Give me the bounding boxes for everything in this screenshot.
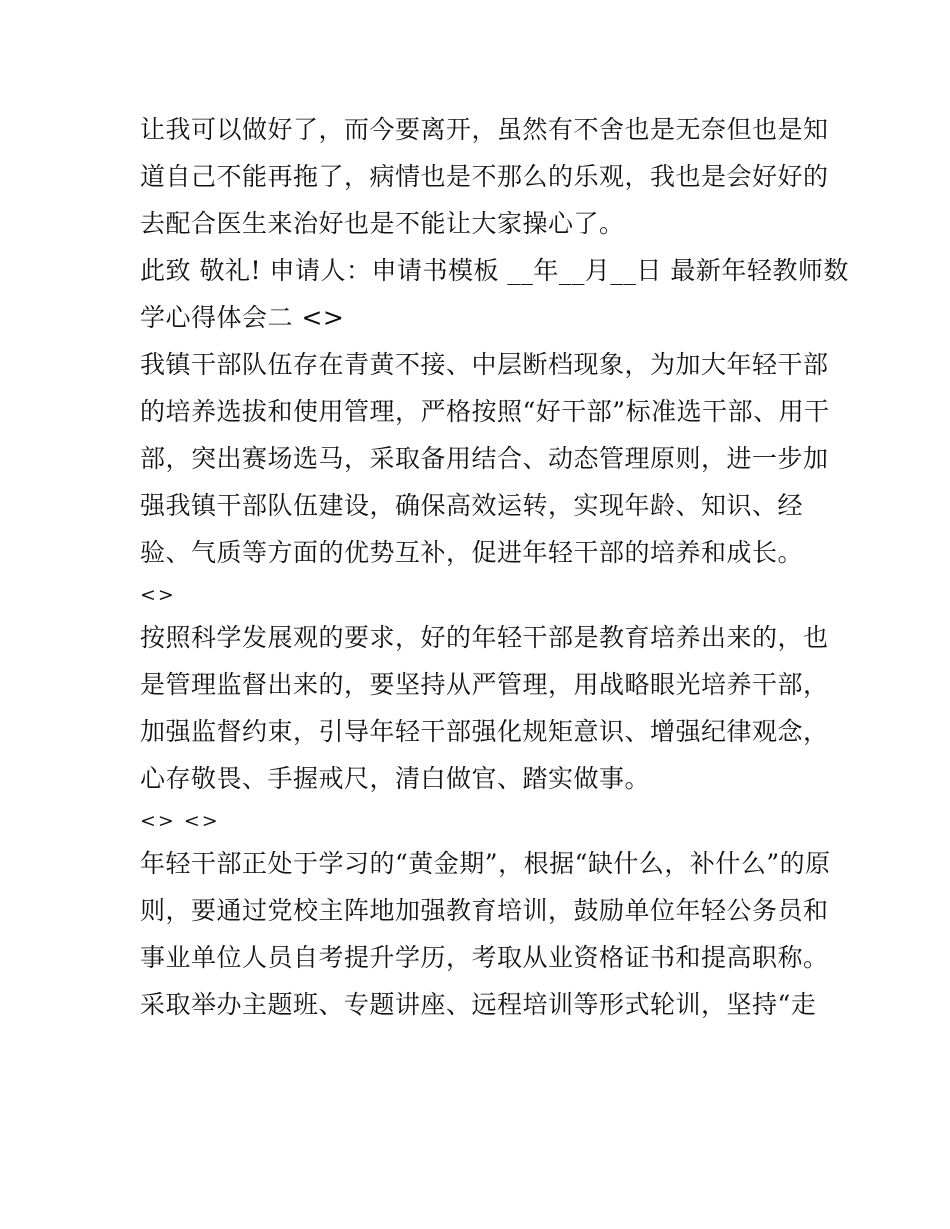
text-line: 的培养选拔和使用管理，严格按照“好干部”标准选干部、用干: [140, 397, 830, 426]
text-line: 心存敬畏、手握戒尺，清白做官、踏实做事。: [140, 764, 651, 793]
text-line: 此致 敬礼! 申请人：申请书模板 __年__月__日 最新年轻教师数: [140, 256, 849, 285]
text-line: 我镇干部队伍存在青黄不接、中层断档现象，为加大年轻干部: [140, 350, 829, 379]
text-line: 让我可以做好了，而今要离开，虽然有不舍也是无奈但也是知: [140, 115, 829, 144]
text-line: 采取举办主题班、专题讲座、远程培训等形式轮训，坚持“走: [140, 990, 817, 1019]
separator-marker: <> <>: [140, 810, 220, 832]
text-line: 道自己不能再拖了，病情也是不那么的乐观，我也是会好好的: [140, 162, 829, 191]
text-line: 年轻干部正处于学习的“黄金期”，根据“缺什么，补什么”的原: [140, 849, 831, 878]
text-line: 强我镇干部队伍建设，确保高效运转，实现年龄、知识、经: [140, 491, 804, 520]
text-line: 则，要通过党校主阵地加强教育培训，鼓励单位年轻公务员和: [140, 896, 829, 925]
text-line: 学心得体会二 <>: [140, 303, 345, 332]
text-line: 部，突出赛场选马，采取备用结合、动态管理原则，进一步加: [140, 444, 829, 473]
text-line: 事业单位人员自考提升学历，考取从业资格证书和提高职称。: [140, 943, 829, 972]
text-line: 按照科学发展观的要求，好的年轻干部是教育培养出来的，也: [140, 623, 829, 652]
separator-marker: <>: [140, 584, 176, 606]
text-line: 去配合医生来治好也是不能让大家操心了。: [140, 209, 625, 238]
text-line: 加强监督约束，引导年轻干部强化规矩意识、增强纪律观念，: [140, 717, 829, 746]
text-line: 是管理监督出来的，要坚持从严管理，用战略眼光培养干部，: [140, 670, 829, 699]
text-line: 验、气质等方面的优势互补，促进年轻干部的培养和成长。: [140, 538, 804, 567]
document-body: [140, 106, 849, 1028]
